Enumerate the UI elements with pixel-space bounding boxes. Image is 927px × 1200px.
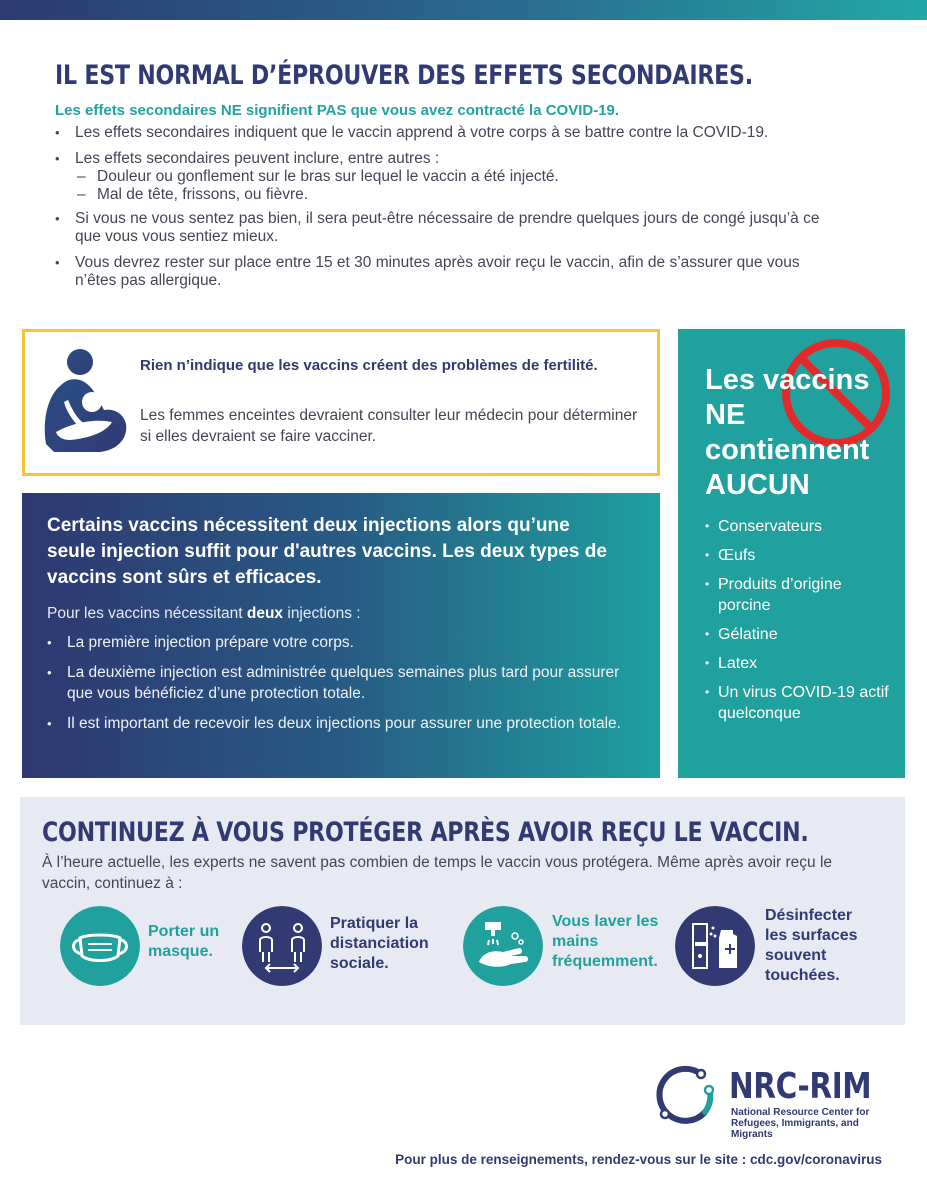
ingredients-box bbox=[678, 329, 905, 778]
protect-text: À l’heure actuelle, les experts ne savent pas combien de temps le vaccin vous protégera. Même après avoir reçu le vaccin, continuez à : bbox=[42, 854, 833, 892]
injections-box bbox=[22, 493, 660, 778]
footer-link-note: Pour plus de renseignements, rendez-vous sur le site : cdc.gov/coronavirus bbox=[395, 1152, 882, 1167]
list-item: • La deuxième injection est administrée quelques semaines plus tard pour assurer que vous bénéficiez d’une protection totale. bbox=[47, 662, 627, 704]
list-item: • La première injection prépare votre corps. bbox=[47, 632, 627, 653]
list-item: • Produits d’origine porcine bbox=[705, 574, 895, 616]
action-disinfect-label: Désinfecter les surfaces souvent touchées. bbox=[765, 907, 858, 984]
list-item: • Si vous ne vous sentez pas bien, il sera peut-être nécessaire de prendre quelques jours de congé jusqu’à ce que vous vous sentiez mieux. bbox=[55, 210, 845, 246]
org-full-name: National Resource Center for Refugees, Immigrants, and Migrants bbox=[731, 1107, 870, 1140]
side-effects-sublist bbox=[75, 168, 845, 204]
sub-heading: Les effets secondaires NE signifient PAS que vous avez contracté la COVID-19. bbox=[55, 102, 620, 119]
list-item: • Il est important de recevoir les deux injections pour assurer une protection totale. bbox=[47, 713, 627, 734]
social-distance-icon bbox=[242, 906, 322, 986]
top-gradient-bar bbox=[0, 0, 927, 20]
list-item: • Un virus COVID-19 actif quelconque bbox=[705, 682, 895, 724]
action-distance-label: Pratiquer la distanciation sociale. bbox=[330, 915, 429, 972]
disinfect-spray-icon bbox=[675, 906, 755, 986]
main-heading: IL EST NORMAL D’ÉPROUVER DES EFFETS SECONDAIRES. bbox=[55, 60, 753, 91]
list-item: • Vous devrez rester sur place entre 15 et 30 minutes après avoir reçu le vaccin, afin de s’assurer que vous n’êtes pas allergique. bbox=[55, 254, 845, 290]
list-item: • Conservateurs bbox=[705, 516, 895, 537]
action-mask-label: Porter un masque. bbox=[148, 923, 220, 960]
injections-list bbox=[47, 632, 627, 743]
handwashing-icon bbox=[463, 906, 543, 986]
list-item: • Œufs bbox=[705, 545, 895, 566]
ingredients-list bbox=[705, 516, 895, 732]
sub-list-item: – Mal de tête, frissons, ou fièvre. bbox=[75, 186, 845, 204]
protect-heading: CONTINUEZ À VOUS PROTÉGER APRÈS AVOIR REÇU LE VACCIN. bbox=[42, 817, 809, 848]
fertility-title: Rien n’indique que les vaccins créent des problèmes de fertilité. bbox=[140, 357, 598, 374]
ingredients-title: Les vaccins NE contiennent AUCUN bbox=[705, 364, 870, 501]
mask-icon bbox=[60, 906, 140, 986]
fertility-body: Les femmes enceintes devraient consulter leur médecin pour déterminer si elles devraient se faire vacciner. bbox=[140, 407, 638, 445]
fertility-box bbox=[22, 329, 660, 476]
org-short-name: NRC-RIM bbox=[729, 1066, 872, 1107]
nrc-rim-logo-icon bbox=[655, 1064, 717, 1126]
action-handwash-label: Vous laver les mains fréquemment. bbox=[552, 913, 659, 970]
mother-baby-icon bbox=[40, 348, 132, 454]
side-effects-list bbox=[55, 124, 845, 298]
injections-lead: Pour les vaccins nécessitant deux injections : bbox=[47, 605, 361, 622]
sub-list-item: – Douleur ou gonflement sur le bras sur lequel le vaccin a été injecté. bbox=[75, 168, 845, 186]
list-item: • Les effets secondaires indiquent que le vaccin apprend à votre corps à se battre contre la COVID-19. bbox=[55, 124, 845, 142]
list-item: • Gélatine bbox=[705, 624, 895, 645]
list-item: • Latex bbox=[705, 653, 895, 674]
list-item: • Les effets secondaires peuvent inclure, entre autres : – Douleur ou gonflement sur le bras sur lequel le vaccin a été injecté. – Mal de tête, frissons, ou fièvre. bbox=[55, 150, 845, 204]
injections-title: Certains vaccins nécessitent deux injections alors qu’une seule injection suffit pour d'autres vaccins. Les deux types de vaccins sont sûrs et efficaces. bbox=[47, 515, 607, 588]
